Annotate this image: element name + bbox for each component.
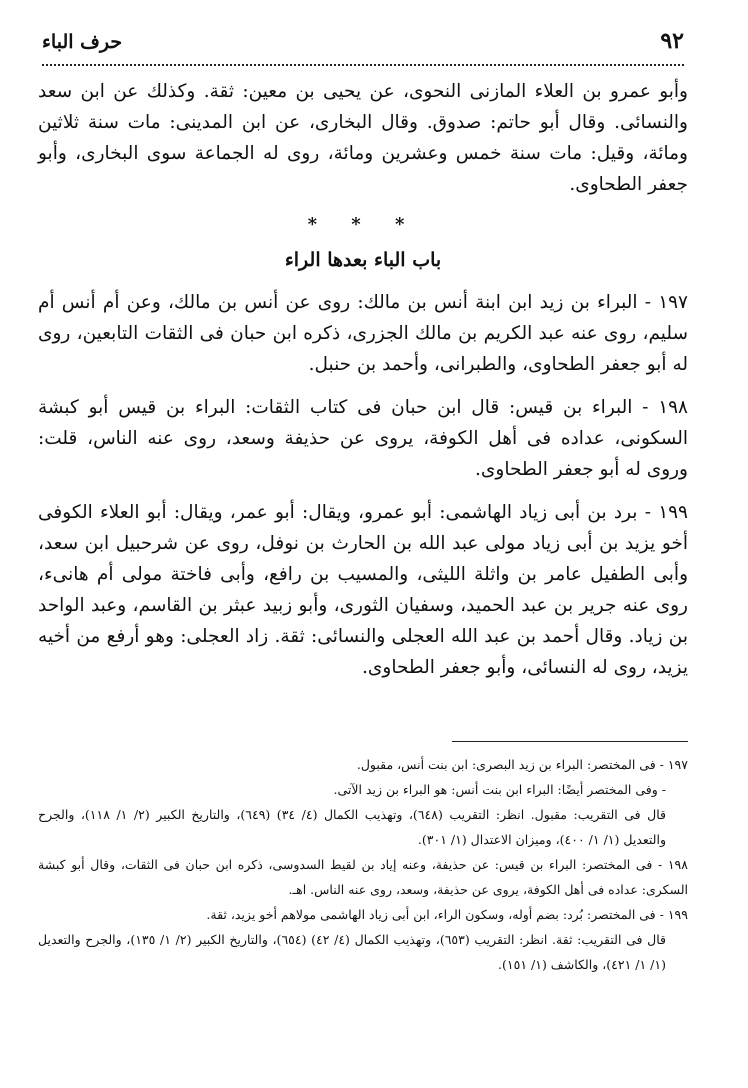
chapter-title: حرف الباء [42,31,123,53]
main-text [38,76,688,683]
section-separator: * * * [307,214,419,235]
entry-197: ١٩٧ - البراء بن زيد ابن ابنة أنس بن مالك: روى عن أنس بن مالك، وعن أم أنس أم سليم، روى عنه عبد الكريم بن مالك الجزرى، ذكره ابن حبان فى الثقات التابعين، روى له أبو جعفر الطحاوى، والطبرانى، وأحمد بن حنبل. [38,292,688,375]
footnote-line: - وفى المختصر أيضًا: البراء ابن بنت أنس: هو البراء بن زيد الآتى. [333,782,666,797]
running-header [42,28,684,66]
footnotes [38,752,688,977]
section-heading: باب الباء بعدها الراء [284,249,442,271]
footnote-line: ١٩٧ - فى المختصر: البراء بن زيد البصرى: ابن بنت أنس، مقبول. [356,757,688,772]
page-number: ٩٢ [660,28,684,54]
footnote-line: ١٩٩ - فى المختصر: بُرد: بضم أوله، وسكون الراء، ابن أبى زياد الهاشمى مولاهم أخو يزيد، ثقة. [206,907,688,922]
entry-199: ١٩٩ - برد بن أبى زياد الهاشمى: أبو عمرو، ويقال: أبو عمر، ويقال: أبو العلاء الكوفى أخو يزيد بن أبى زياد مولى عبد الله بن الحارث بن نوفل، روى عن شرحبيل ابن سعد، وأبى الطفيل عامر بن واثلة الليثى، والمسيب بن رافع، وأبى فاختة مولى أم هانىء، روى عنه جرير بن عبد الحميد، وسفيان الثورى، وأبو زبيد عبثر بن القاسم، وعبد الواحد بن زياد. وقال أحمد بن عبد الله العجلى والنسائى: ثقة. زاد العجلى: وهو أرفع من أخيه يزيد، روى له النسائى، وأبو جعفر الطحاوى. [38,502,689,678]
footnote-line: ١٩٨ - فى المختصر: البراء بن قيس: عن حذيفة، وعنه إياد بن لقيط السدوسى، ذكره ابن حبان فى الثقات، وقال أبو كبشة السكرى: عداده فى أهل الكوفة، يروى عن حذيفة، وسعد، روى عنه الناس. اهـ. [38,857,688,897]
footnote-line: قال فى التقريب: ثقة. انظر: التقريب (٦٥٣)، وتهذيب الكمال (٤/ ٤٢) (٦٥٤)، والتاريخ الكبير (٢/ ١/ ١٣٥)، والجرح والتعديل (١/ ١/ ٤٢١)، والكاشف (١/ ١٥١). [38,932,666,972]
footnote-line: قال فى التقريب: مقبول. انظر: التقريب (٦٤٨)، وتهذيب الكمال (٤/ ٣٤) (٦٤٩)، والتاريخ الكبير (٢/ ١/ ١١٨)، والجرح والتعديل (١/ ١/ ٤٠٠)، وميزان الاعتدال (١/ ٣٠١). [38,807,667,847]
footnote-rule [452,741,688,742]
intro-paragraph: وأبو عمرو بن العلاء المازنى النحوى، عن يحيى بن معين: ثقة. وكذلك عن ابن سعد والنسائى. وقال أبو حاتم: صدوق. وقال البخارى، عن ابن المدينى: مات سنة ثلاثين ومائة، وقيل: مات سنة خمس وعشرين ومائة، روى له الجماعة سوى البخارى، وأبو جعفر الطحاوى. [38,81,688,195]
entry-198: ١٩٨ - البراء بن قيس: قال ابن حبان فى كتاب الثقات: البراء بن قيس أبو كبشة السكونى، عداده فى أهل الكوفة، يروى عن حذيفة وسعد، روى عنه الناس، قلت: وروى له أبو جعفر الطحاوى. [38,397,688,480]
